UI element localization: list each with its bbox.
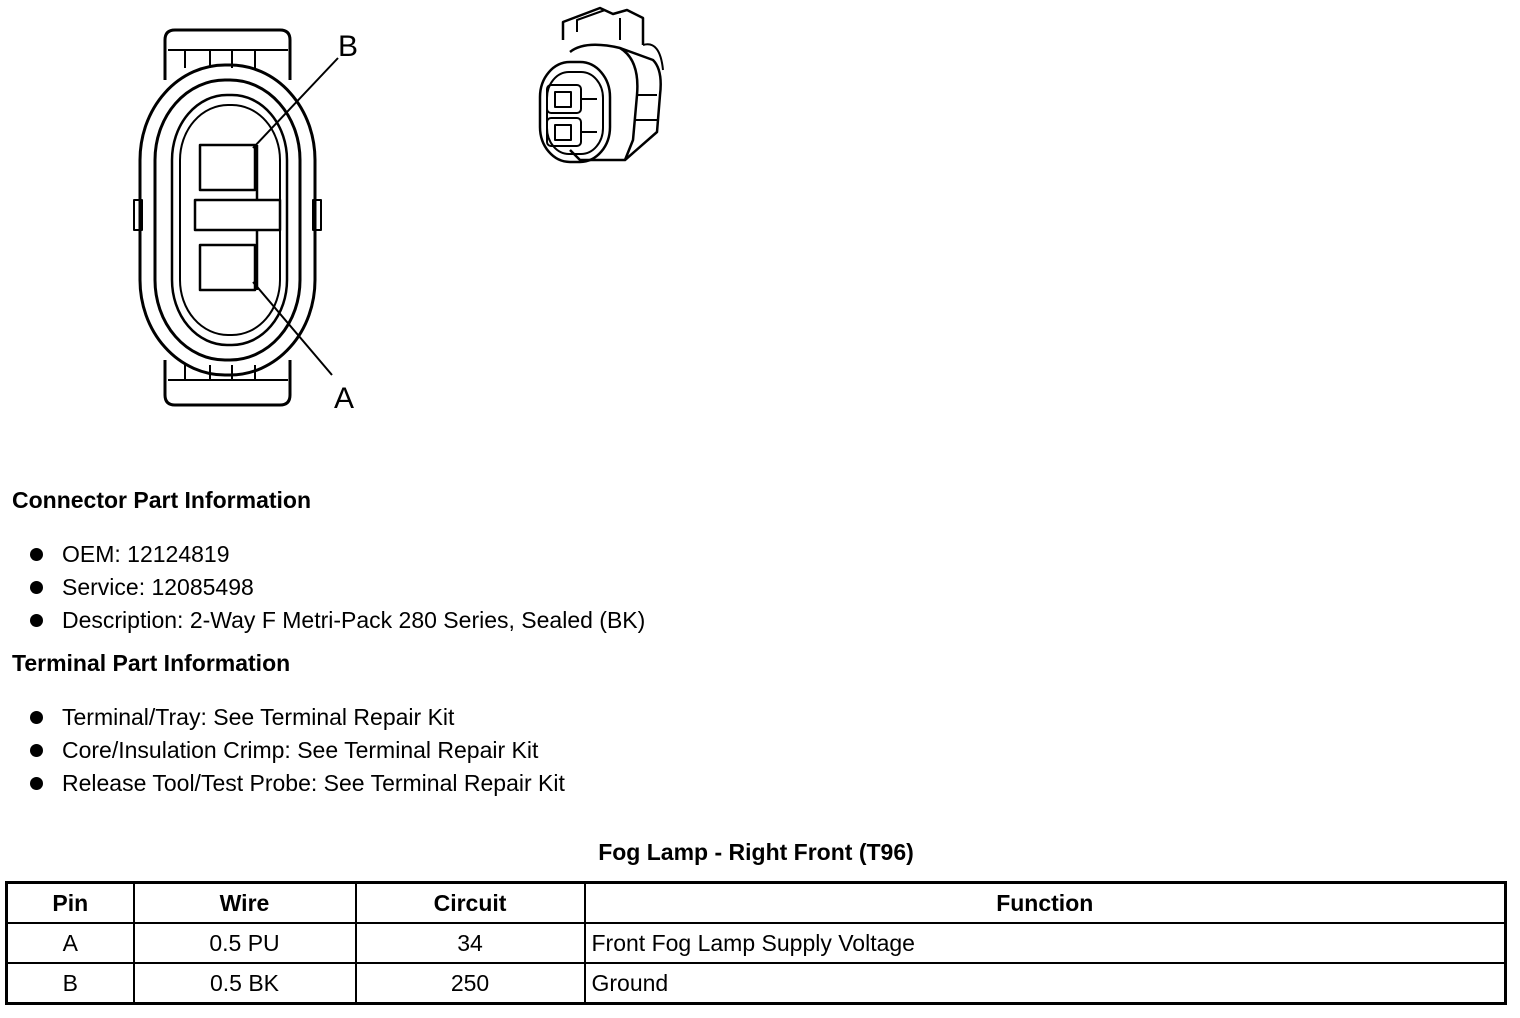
circuit-cell: 34: [356, 923, 585, 963]
function-cell: Ground: [585, 963, 1506, 1004]
column-header-pin: Pin: [7, 883, 134, 924]
table-row: [7, 963, 1506, 1004]
wire-cell: 0.5 PU: [134, 923, 356, 963]
pin-a-label: A: [334, 382, 355, 415]
list-item: Release Tool/Test Probe: See Terminal Repair Kit: [28, 767, 565, 800]
column-header-circuit: Circuit: [356, 883, 585, 924]
column-header-wire: Wire: [134, 883, 356, 924]
wire-cell: 0.5 BK: [134, 963, 356, 1004]
connector-part-list: [28, 538, 645, 637]
circuit-cell: 250: [356, 963, 585, 1004]
list-item: Core/Insulation Crimp: See Terminal Repair Kit: [28, 734, 565, 767]
pin-table-title: Fog Lamp - Right Front (T96): [598, 839, 914, 865]
table-header-row: [7, 883, 1506, 924]
function-cell: Front Fog Lamp Supply Voltage: [585, 923, 1506, 963]
connector-face-diagram: [120, 20, 380, 420]
pin-b-label: B: [338, 30, 359, 63]
list-item: OEM: 12124819: [28, 538, 645, 571]
table-row: [7, 923, 1506, 963]
terminal-part-list: [28, 701, 565, 800]
connector-part-heading: Connector Part Information: [12, 487, 312, 513]
list-item: Service: 12085498: [28, 571, 645, 604]
pin-cell: B: [7, 963, 134, 1004]
terminal-part-heading: Terminal Part Information: [12, 650, 291, 676]
pin-table: [5, 881, 1507, 1005]
connector-isometric-diagram: [525, 0, 675, 175]
column-header-function: Function: [585, 883, 1506, 924]
list-item: Terminal/Tray: See Terminal Repair Kit: [28, 701, 565, 734]
list-item: Description: 2-Way F Metri-Pack 280 Series, Sealed (BK): [28, 604, 645, 637]
pin-cell: A: [7, 923, 134, 963]
